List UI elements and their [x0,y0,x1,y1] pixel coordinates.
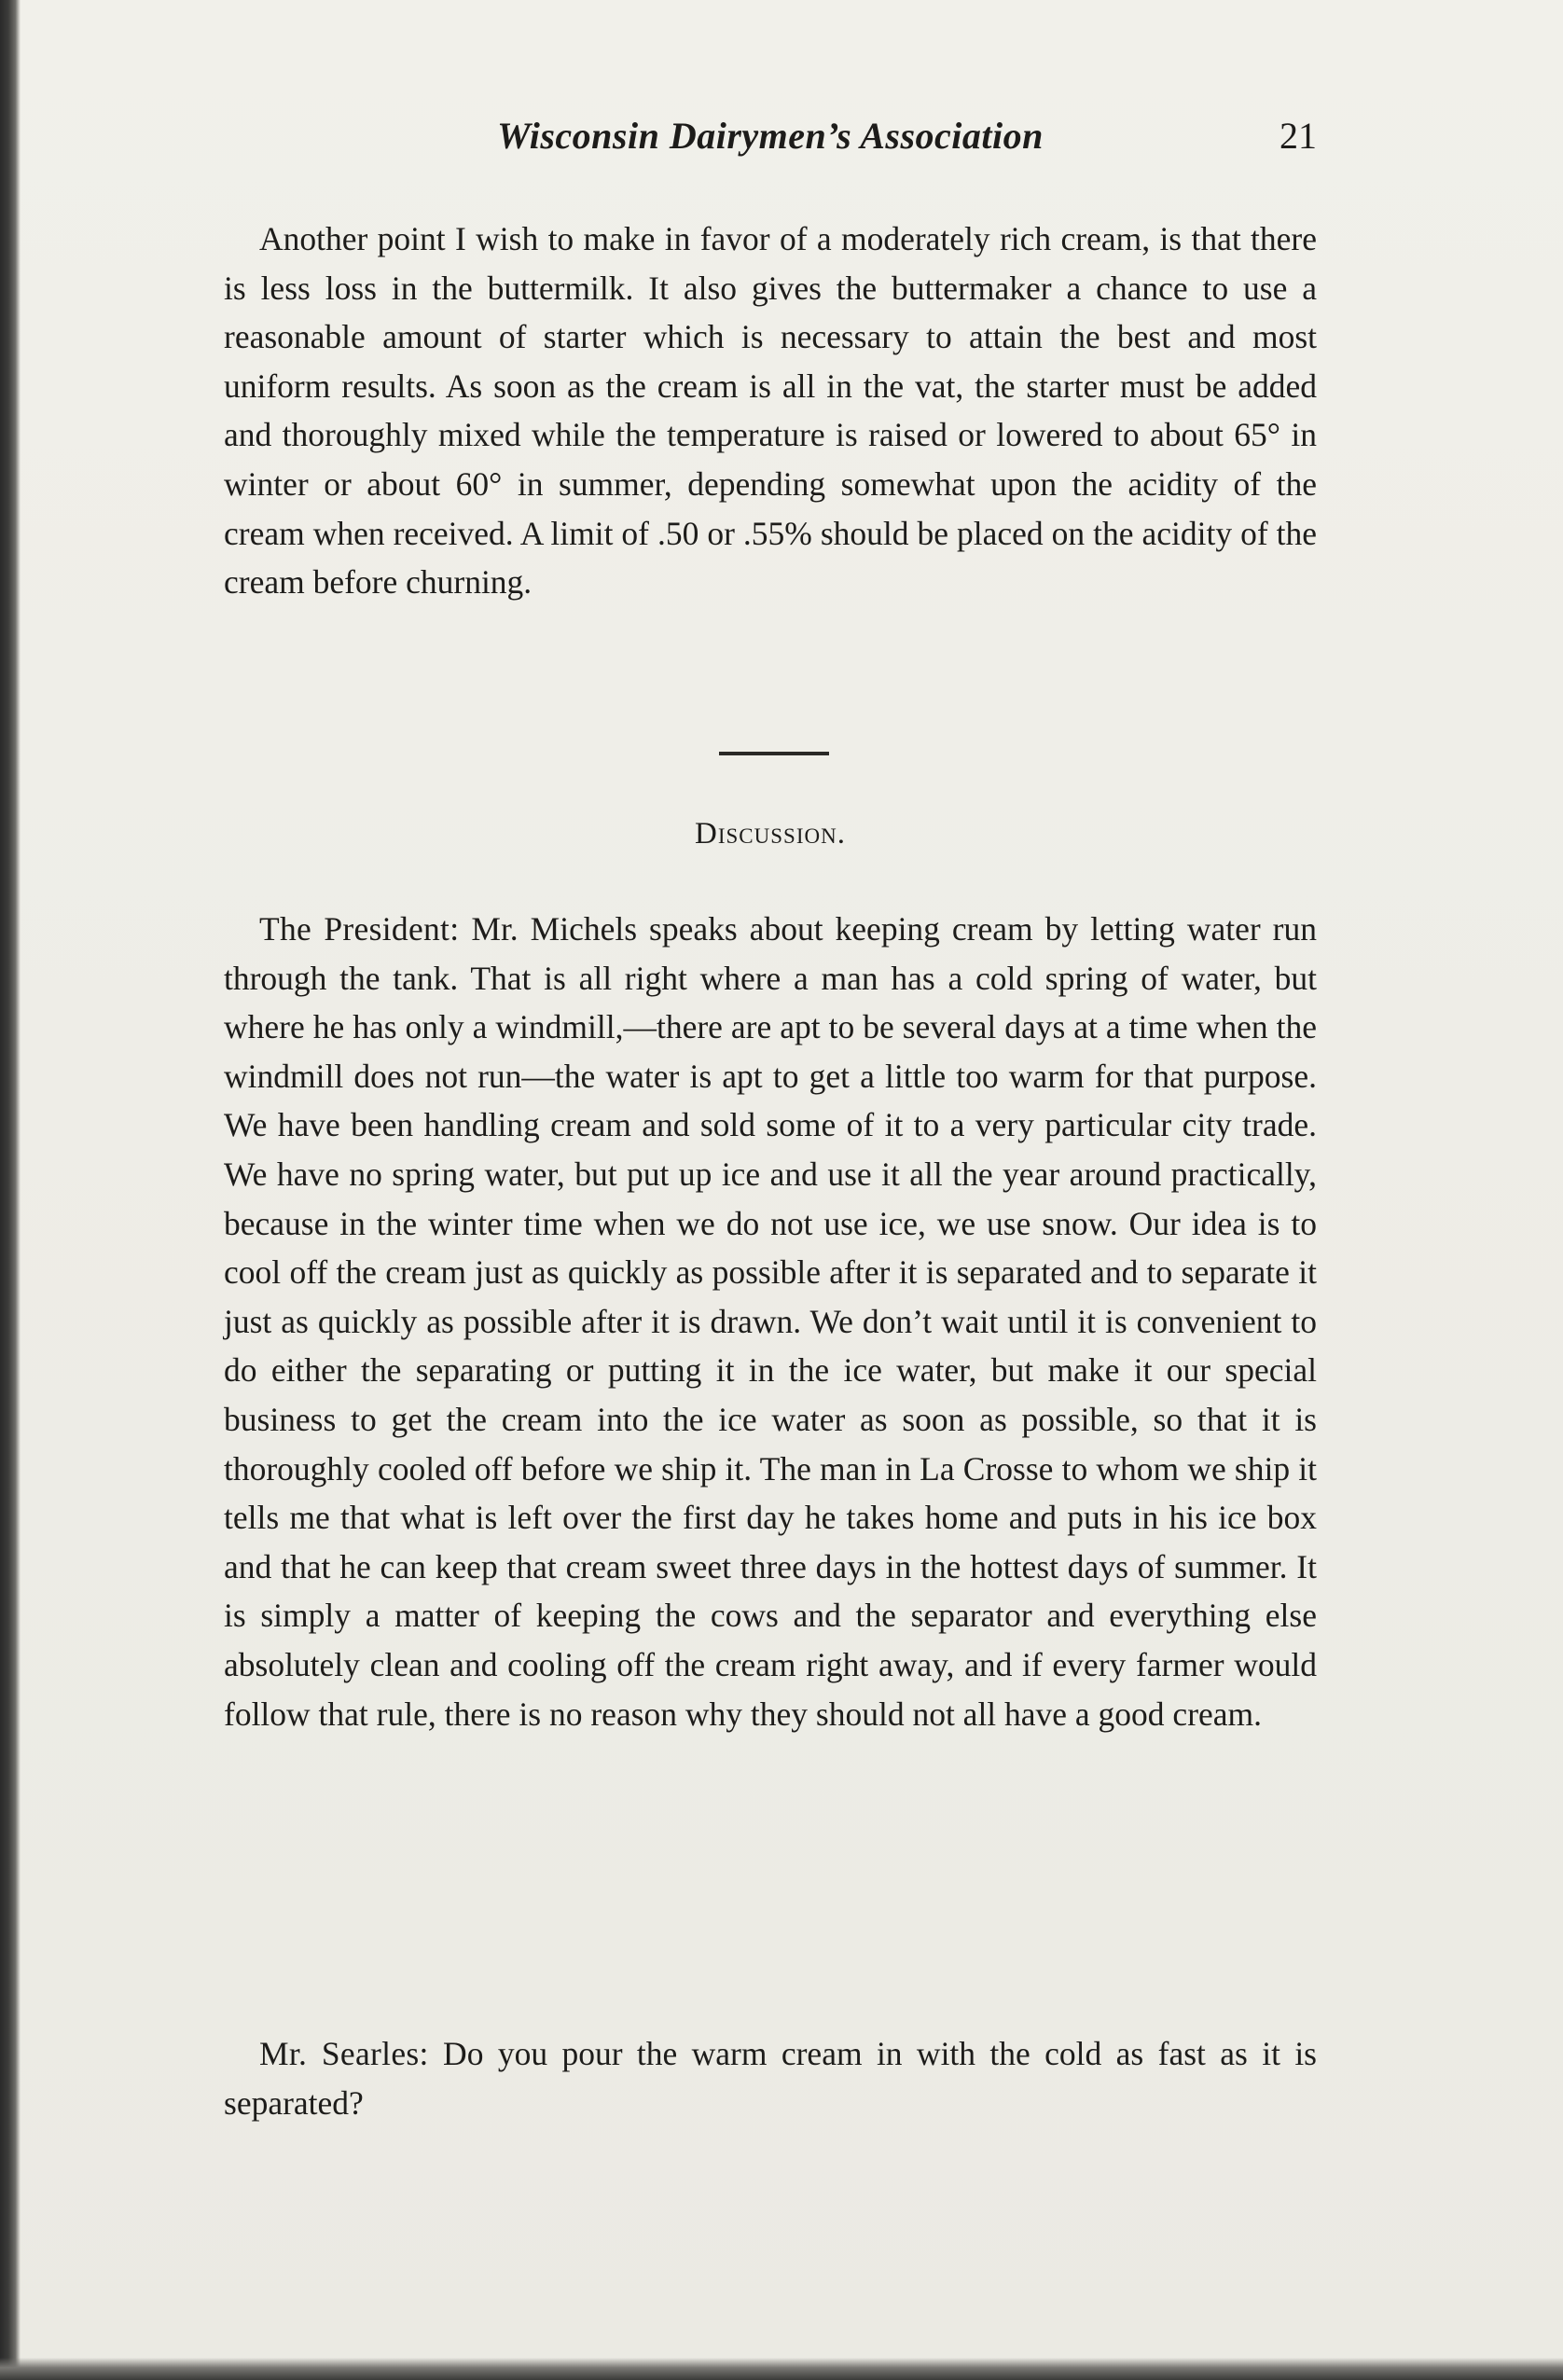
speaker-label: Mr. Searles: [259,2035,429,2072]
paragraph-searles-question [224,2029,1317,2127]
binding-shadow [0,0,21,2380]
running-title: Wisconsin Dairymen’s Association [497,115,1044,157]
page-bottom-edge [0,2358,1563,2380]
page-header [224,114,1317,166]
paragraph-body: Do you pour the warm cream in with the cold as fast as it is separated? [224,2035,1318,2122]
paragraph-president-remarks [224,905,1317,1738]
paragraph-body: Mr. Michels speaks about keeping cream by letting water run through the tank. That is all right where a man has a cold spring of water, but where he has only a windmill,—there are apt to be several days at a time when the windmill does not run—the water is apt to get a little too warm for that purpose. We have been handling cream and sold some of it to a very particular city trade. We have no spring water, but put up ice and use it all the year around practically, because in the winter time when we do not use ice, we use snow. Our idea is to cool off the cream just as quickly as possible after it is separated and to separate it just as quickly as possible after it is drawn. We don’t wait until it is convenient to do either the separating or putting it in the ice water, but make it our special business to get the cream into the ice water as soon as possible, so that it is thoroughly cooled off before we ship it. The man in La Crosse to whom we ship it tells me that what is left over the first day he takes home and puts in his ice box and that he can keep that cream sweet three days in the hottest days of summer. It is simply a matter of keeping the cows and the separator and everything else absolutely clean and cooling off the cream right away, and if every farmer would follow that rule, there is no reason why they should not all have a good cream. [224,910,1317,1733]
section-divider [719,752,829,755]
discussion-heading: Discussion. [695,817,846,851]
page-number: 21 [1279,115,1317,157]
paragraph-cream-acidity: Another point I wish to make in favor of a moderately rich cream, is that there is less loss in the buttermilk. It also gives the buttermaker a chance to use a reasonable amount of starter which is necessary to attain the best and most uniform results. As soon as the cream is all in the vat, the starter must be added and thoroughly mixed while the temperature is raised or lowered to about 65° in winter or about 60° in summer, depending somewhat upon the acidity of the cream when received. A limit of .50 or .55% should be placed on the acidity of the cream before churning. [224,220,1317,602]
speaker-label: The President: [259,910,460,948]
